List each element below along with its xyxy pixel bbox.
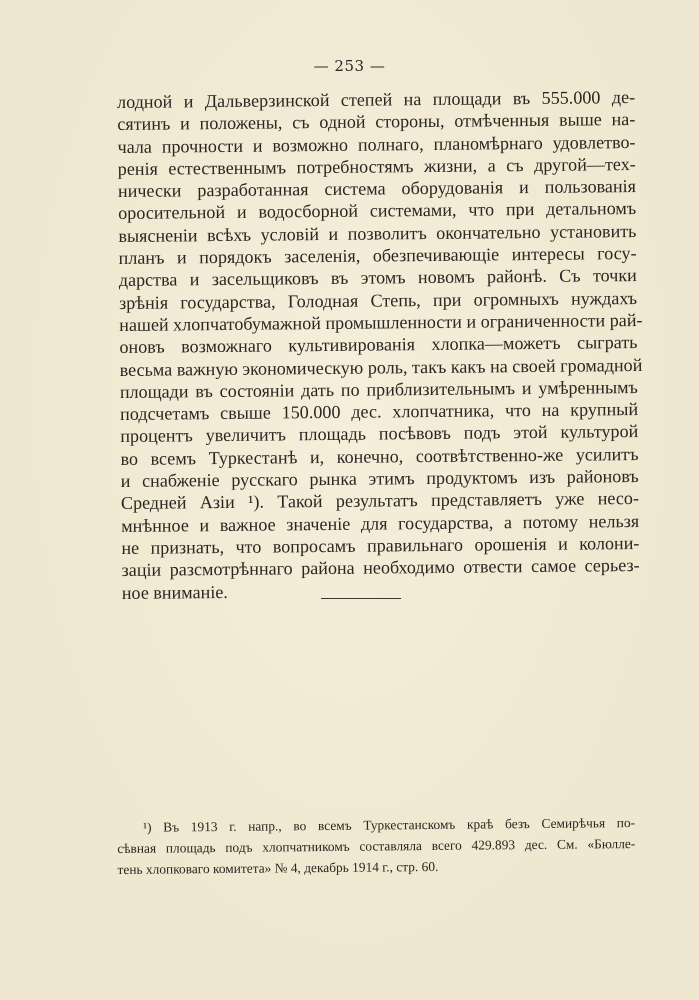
text-line: Средней Азіи ¹). Такой результатъ представляетъ уже несо- [120, 488, 640, 514]
footnote-line: сѣвная площадь подъ хлопчатникомъ составляла всего 429.893 дес. См. «Бюлле- [117, 836, 636, 856]
text-line: процентъ увеличитъ площадь посѣвовъ подъ этой культурой [120, 421, 639, 447]
footnote-line: тень хлопковаго комитета» № 4, декабрь 1914 г., стр. 60. [117, 858, 439, 877]
text-line: нашей хлопчатобумажной промышленности и ограниченности рай- [119, 309, 643, 335]
main-text-block [117, 86, 643, 604]
text-line: заціи разсмотрѣннаго района необходимо отвести самое серьез- [121, 555, 640, 581]
text-line: не признать, что вопросамъ правильнаго орошенія и колони- [121, 532, 640, 558]
text-line: площади въ состояніи дать по приблизительнымъ и умѣреннымъ [119, 376, 638, 402]
text-line: выясненіи всѣхъ условій и позволитъ окончательно установить [118, 220, 637, 246]
text-line: планъ и порядокъ заселенія, обезпечивающіе интересы госу- [118, 243, 637, 269]
text-line: дарства и засельщиковъ въ этомъ новомъ районѣ. Съ точки [118, 265, 637, 291]
text-line: зрѣнія государства, Голодная Степь, при огромныхъ нуждахъ [118, 287, 638, 313]
text-line: оновъ возможнаго культивированія хлопка—можетъ сыграть [119, 332, 638, 358]
text-line: ное вниманіе. [121, 581, 228, 603]
text-line: нически разработанная система оборудованія и пользованія [117, 176, 637, 202]
text-line: и снабженіе русскаго рынка этимъ продуктомъ изъ районовъ [120, 466, 639, 492]
text-line: мнѣнное и важное значеніе для государства, а потому нельзя [121, 510, 640, 536]
page-number: — 253 — [313, 57, 386, 75]
text-line: чала прочности и возможно полнаго, планомѣрнаго удовлетво- [117, 131, 636, 157]
text-line: весьма важную экономическую роль, такъ какъ на своей громадной [119, 354, 643, 380]
footnote [117, 812, 636, 880]
text-line: ренія естественнымъ потребностямъ жизни, а съ другой—тех- [117, 153, 636, 179]
footnote-line: ¹) Въ 1913 г. напр., во всемъ Туркестанскомъ краѣ безъ Семирѣчья по- [143, 815, 636, 835]
text-line: лодной и Дальверзинской степей на площади въ 555.000 де- [117, 87, 636, 112]
text-line: подсчетамъ свыше 150.000 дес. хлопчатника, что на крупный [120, 399, 639, 425]
section-divider [321, 598, 401, 599]
text-line: во всемъ Туркестанѣ и, конечно, соотвѣтственно-же усилитъ [120, 443, 639, 469]
text-line: оросительной и водосборной системами, что при детальномъ [118, 198, 637, 224]
text-line: сятинъ и положены, съ одной стороны, отмѣченныя выше на- [117, 109, 636, 135]
